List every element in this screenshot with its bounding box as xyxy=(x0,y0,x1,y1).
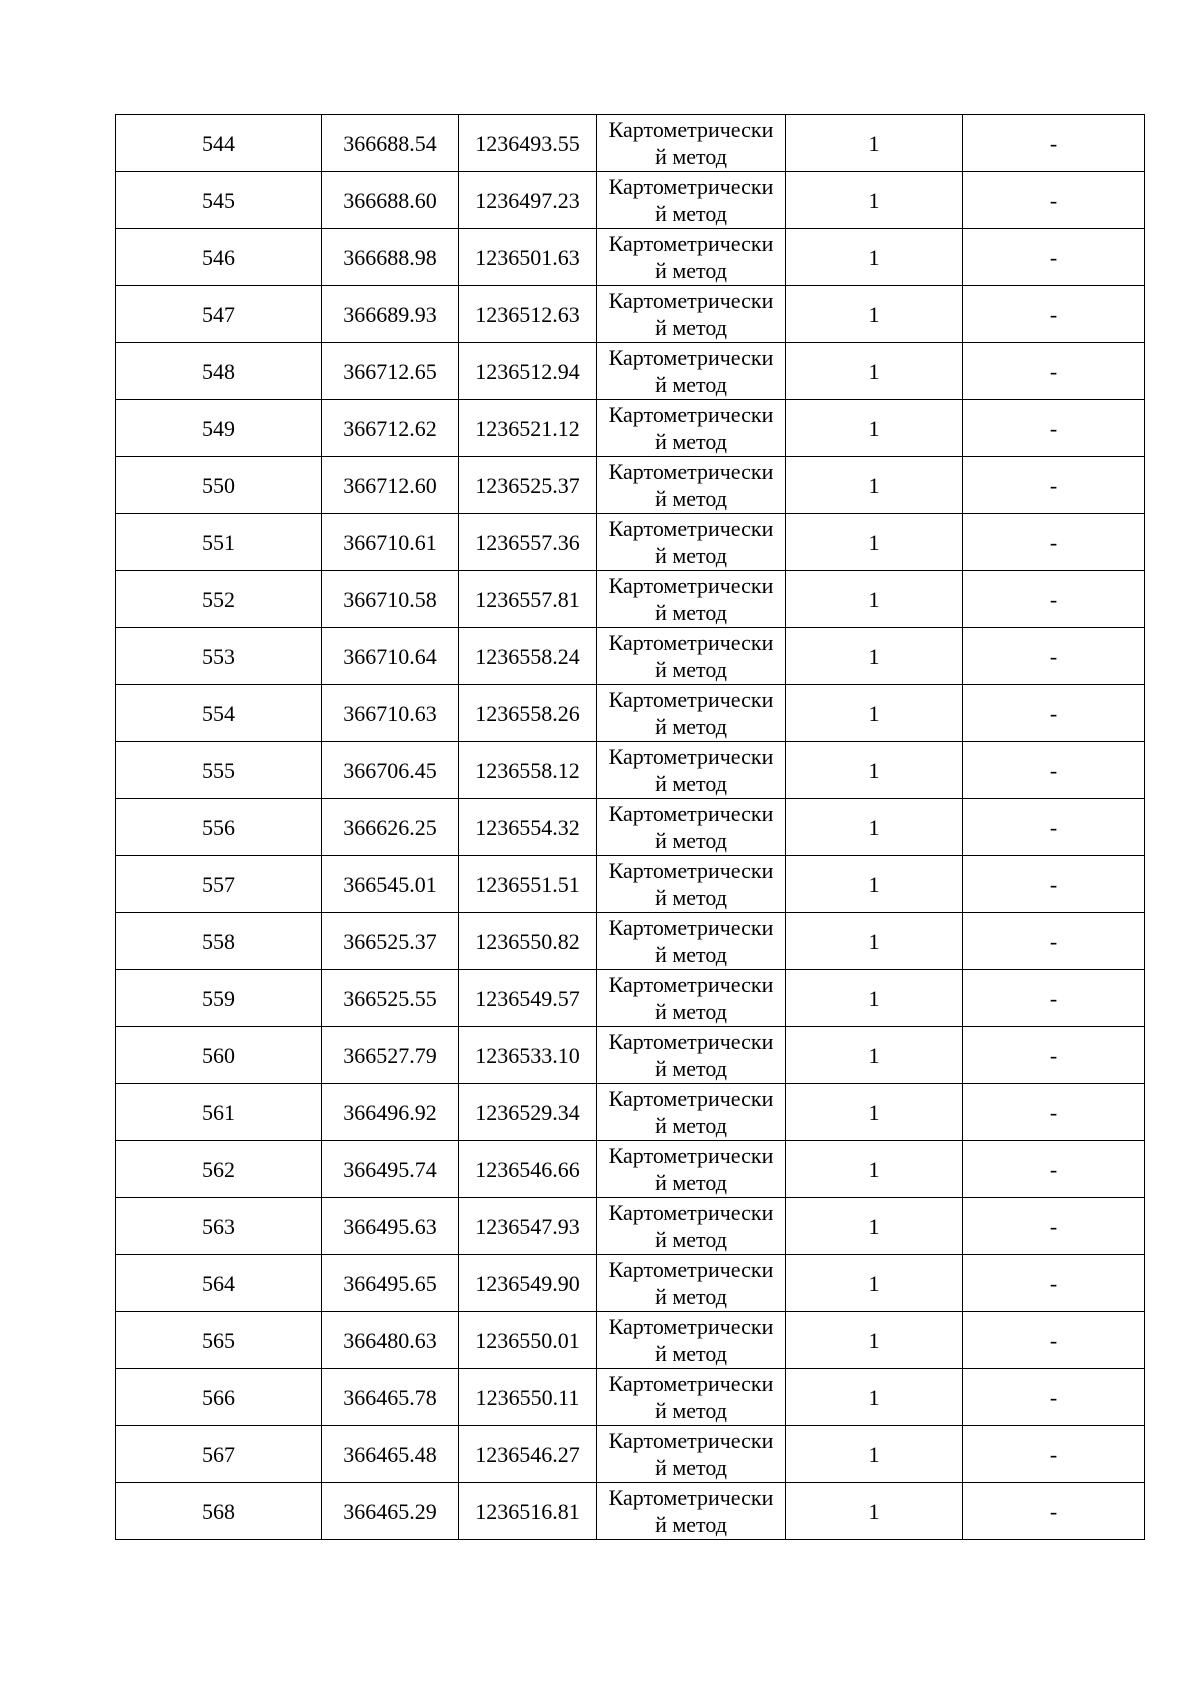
table-row xyxy=(116,1483,1145,1540)
method-cell xyxy=(597,229,786,286)
method-text-line2: й метод xyxy=(655,1170,727,1195)
y-coordinate-cell: 1236551.51 xyxy=(459,856,597,913)
method-text-line1: Картометрически xyxy=(608,174,774,199)
accuracy-cell: 1 xyxy=(786,1084,963,1141)
method-cell xyxy=(597,1141,786,1198)
note-cell: - xyxy=(963,343,1145,400)
y-coordinate-cell: 1236516.81 xyxy=(459,1483,597,1540)
y-coordinate-cell: 1236547.93 xyxy=(459,1198,597,1255)
point-number-cell: 561 xyxy=(116,1084,322,1141)
y-coordinate-cell: 1236525.37 xyxy=(459,457,597,514)
method-text-line2: й метод xyxy=(655,1113,727,1138)
note-cell: - xyxy=(963,742,1145,799)
accuracy-cell: 1 xyxy=(786,1483,963,1540)
method-cell xyxy=(597,343,786,400)
y-coordinate-cell: 1236558.12 xyxy=(459,742,597,799)
note-cell: - xyxy=(963,1027,1145,1084)
method-text-line2: й метод xyxy=(655,942,727,967)
point-number-cell: 545 xyxy=(116,172,322,229)
y-coordinate-cell: 1236549.90 xyxy=(459,1255,597,1312)
accuracy-cell: 1 xyxy=(786,514,963,571)
method-text-line1: Картометрически xyxy=(608,972,774,997)
x-coordinate-cell: 366712.65 xyxy=(322,343,459,400)
method-text-line1: Картометрически xyxy=(608,573,774,598)
point-number-cell: 554 xyxy=(116,685,322,742)
x-coordinate-cell: 366496.92 xyxy=(322,1084,459,1141)
note-cell: - xyxy=(963,286,1145,343)
accuracy-cell: 1 xyxy=(786,229,963,286)
method-cell xyxy=(597,400,786,457)
accuracy-cell: 1 xyxy=(786,1198,963,1255)
method-text-line1: Картометрически xyxy=(608,744,774,769)
note-cell: - xyxy=(963,400,1145,457)
accuracy-cell: 1 xyxy=(786,1255,963,1312)
method-text-line1: Картометрически xyxy=(608,1314,774,1339)
method-text-line1: Картометрически xyxy=(608,630,774,655)
x-coordinate-cell: 366525.55 xyxy=(322,970,459,1027)
method-text-line1: Картометрически xyxy=(608,801,774,826)
method-cell xyxy=(597,1369,786,1426)
note-cell: - xyxy=(963,457,1145,514)
method-text-line1: Картометрически xyxy=(608,1257,774,1282)
method-cell xyxy=(597,457,786,514)
method-text-line1: Картометрически xyxy=(608,915,774,940)
accuracy-cell: 1 xyxy=(786,742,963,799)
point-number-cell: 547 xyxy=(116,286,322,343)
method-text-line1: Картометрически xyxy=(608,1200,774,1225)
table-row xyxy=(116,970,1145,1027)
point-number-cell: 551 xyxy=(116,514,322,571)
method-cell xyxy=(597,1198,786,1255)
method-text-line2: й метод xyxy=(655,600,727,625)
method-text-line2: й метод xyxy=(655,258,727,283)
method-text-line1: Картометрически xyxy=(608,288,774,313)
method-text-line1: Картометрически xyxy=(608,459,774,484)
table-row xyxy=(116,742,1145,799)
method-cell xyxy=(597,1483,786,1540)
note-cell: - xyxy=(963,514,1145,571)
point-number-cell: 555 xyxy=(116,742,322,799)
y-coordinate-cell: 1236533.10 xyxy=(459,1027,597,1084)
method-cell xyxy=(597,799,786,856)
note-cell: - xyxy=(963,229,1145,286)
point-number-cell: 549 xyxy=(116,400,322,457)
y-coordinate-cell: 1236529.34 xyxy=(459,1084,597,1141)
table-row xyxy=(116,115,1145,172)
table-row xyxy=(116,571,1145,628)
y-coordinate-cell: 1236501.63 xyxy=(459,229,597,286)
x-coordinate-cell: 366688.60 xyxy=(322,172,459,229)
note-cell: - xyxy=(963,115,1145,172)
accuracy-cell: 1 xyxy=(786,628,963,685)
note-cell: - xyxy=(963,172,1145,229)
method-cell xyxy=(597,1084,786,1141)
accuracy-cell: 1 xyxy=(786,172,963,229)
table-row xyxy=(116,1027,1145,1084)
point-number-cell: 566 xyxy=(116,1369,322,1426)
x-coordinate-cell: 366688.98 xyxy=(322,229,459,286)
x-coordinate-cell: 366710.63 xyxy=(322,685,459,742)
x-coordinate-cell: 366465.29 xyxy=(322,1483,459,1540)
method-text-line1: Картометрически xyxy=(608,1371,774,1396)
note-cell: - xyxy=(963,1084,1145,1141)
method-cell xyxy=(597,1312,786,1369)
method-text-line2: й метод xyxy=(655,201,727,226)
y-coordinate-cell: 1236546.66 xyxy=(459,1141,597,1198)
y-coordinate-cell: 1236546.27 xyxy=(459,1426,597,1483)
accuracy-cell: 1 xyxy=(786,1426,963,1483)
x-coordinate-cell: 366525.37 xyxy=(322,913,459,970)
method-text-line1: Картометрически xyxy=(608,231,774,256)
method-cell xyxy=(597,286,786,343)
accuracy-cell: 1 xyxy=(786,856,963,913)
point-number-cell: 559 xyxy=(116,970,322,1027)
table-row xyxy=(116,172,1145,229)
y-coordinate-cell: 1236550.01 xyxy=(459,1312,597,1369)
y-coordinate-cell: 1236497.23 xyxy=(459,172,597,229)
note-cell: - xyxy=(963,856,1145,913)
table-row xyxy=(116,286,1145,343)
x-coordinate-cell: 366688.54 xyxy=(322,115,459,172)
note-cell: - xyxy=(963,685,1145,742)
table-row xyxy=(116,1255,1145,1312)
y-coordinate-cell: 1236512.94 xyxy=(459,343,597,400)
x-coordinate-cell: 366706.45 xyxy=(322,742,459,799)
method-text-line1: Картометрически xyxy=(608,117,774,142)
x-coordinate-cell: 366712.60 xyxy=(322,457,459,514)
method-text-line1: Картометрически xyxy=(608,1029,774,1054)
coordinates-table xyxy=(115,114,1145,1540)
method-text-line2: й метод xyxy=(655,657,727,682)
note-cell: - xyxy=(963,1369,1145,1426)
note-cell: - xyxy=(963,913,1145,970)
table-row xyxy=(116,514,1145,571)
method-cell xyxy=(597,172,786,229)
method-cell xyxy=(597,742,786,799)
method-cell xyxy=(597,1255,786,1312)
table-row xyxy=(116,1084,1145,1141)
point-number-cell: 564 xyxy=(116,1255,322,1312)
point-number-cell: 565 xyxy=(116,1312,322,1369)
point-number-cell: 544 xyxy=(116,115,322,172)
method-text-line2: й метод xyxy=(655,714,727,739)
accuracy-cell: 1 xyxy=(786,1312,963,1369)
method-text-line2: й метод xyxy=(655,1227,727,1252)
y-coordinate-cell: 1236558.26 xyxy=(459,685,597,742)
method-cell xyxy=(597,970,786,1027)
x-coordinate-cell: 366495.63 xyxy=(322,1198,459,1255)
table-row xyxy=(116,799,1145,856)
method-text-line1: Картометрически xyxy=(608,687,774,712)
accuracy-cell: 1 xyxy=(786,571,963,628)
note-cell: - xyxy=(963,799,1145,856)
method-text-line2: й метод xyxy=(655,1455,727,1480)
note-cell: - xyxy=(963,1198,1145,1255)
method-text-line1: Картометрически xyxy=(608,345,774,370)
table-row xyxy=(116,685,1145,742)
table-row xyxy=(116,856,1145,913)
table-row xyxy=(116,343,1145,400)
method-text-line1: Картометрически xyxy=(608,1086,774,1111)
method-text-line1: Картометрически xyxy=(608,1143,774,1168)
method-cell xyxy=(597,628,786,685)
table-row xyxy=(116,229,1145,286)
note-cell: - xyxy=(963,1312,1145,1369)
method-text-line2: й метод xyxy=(655,885,727,910)
accuracy-cell: 1 xyxy=(786,1141,963,1198)
x-coordinate-cell: 366710.58 xyxy=(322,571,459,628)
note-cell: - xyxy=(963,1483,1145,1540)
method-cell xyxy=(597,913,786,970)
x-coordinate-cell: 366545.01 xyxy=(322,856,459,913)
y-coordinate-cell: 1236549.57 xyxy=(459,970,597,1027)
method-cell xyxy=(597,514,786,571)
table-row xyxy=(116,1426,1145,1483)
method-cell xyxy=(597,115,786,172)
y-coordinate-cell: 1236550.82 xyxy=(459,913,597,970)
method-cell xyxy=(597,1027,786,1084)
accuracy-cell: 1 xyxy=(786,913,963,970)
method-cell xyxy=(597,571,786,628)
accuracy-cell: 1 xyxy=(786,286,963,343)
y-coordinate-cell: 1236521.12 xyxy=(459,400,597,457)
note-cell: - xyxy=(963,571,1145,628)
method-text-line1: Картометрически xyxy=(608,858,774,883)
method-text-line2: й метод xyxy=(655,543,727,568)
note-cell: - xyxy=(963,1426,1145,1483)
accuracy-cell: 1 xyxy=(786,799,963,856)
x-coordinate-cell: 366710.61 xyxy=(322,514,459,571)
method-text-line2: й метод xyxy=(655,1398,727,1423)
note-cell: - xyxy=(963,970,1145,1027)
y-coordinate-cell: 1236493.55 xyxy=(459,115,597,172)
y-coordinate-cell: 1236557.81 xyxy=(459,571,597,628)
point-number-cell: 567 xyxy=(116,1426,322,1483)
table-row xyxy=(116,1312,1145,1369)
point-number-cell: 552 xyxy=(116,571,322,628)
y-coordinate-cell: 1236512.63 xyxy=(459,286,597,343)
method-cell xyxy=(597,1426,786,1483)
x-coordinate-cell: 366527.79 xyxy=(322,1027,459,1084)
method-text-line1: Картометрически xyxy=(608,402,774,427)
x-coordinate-cell: 366495.65 xyxy=(322,1255,459,1312)
x-coordinate-cell: 366712.62 xyxy=(322,400,459,457)
table-row xyxy=(116,400,1145,457)
table-row xyxy=(116,913,1145,970)
method-text-line2: й метод xyxy=(655,372,727,397)
table-row xyxy=(116,457,1145,514)
x-coordinate-cell: 366495.74 xyxy=(322,1141,459,1198)
point-number-cell: 548 xyxy=(116,343,322,400)
coordinates-table-body xyxy=(116,115,1145,1540)
x-coordinate-cell: 366465.48 xyxy=(322,1426,459,1483)
point-number-cell: 560 xyxy=(116,1027,322,1084)
point-number-cell: 557 xyxy=(116,856,322,913)
method-text-line2: й метод xyxy=(655,1056,727,1081)
point-number-cell: 550 xyxy=(116,457,322,514)
table-row xyxy=(116,1141,1145,1198)
x-coordinate-cell: 366626.25 xyxy=(322,799,459,856)
table-row xyxy=(116,1369,1145,1426)
note-cell: - xyxy=(963,1255,1145,1312)
method-text-line2: й метод xyxy=(655,1284,727,1309)
method-text-line2: й метод xyxy=(655,828,727,853)
x-coordinate-cell: 366480.63 xyxy=(322,1312,459,1369)
table-row xyxy=(116,1198,1145,1255)
point-number-cell: 558 xyxy=(116,913,322,970)
method-cell xyxy=(597,856,786,913)
x-coordinate-cell: 366710.64 xyxy=(322,628,459,685)
point-number-cell: 568 xyxy=(116,1483,322,1540)
point-number-cell: 562 xyxy=(116,1141,322,1198)
accuracy-cell: 1 xyxy=(786,400,963,457)
method-text-line2: й метод xyxy=(655,1341,727,1366)
accuracy-cell: 1 xyxy=(786,343,963,400)
point-number-cell: 556 xyxy=(116,799,322,856)
method-text-line1: Картометрически xyxy=(608,516,774,541)
accuracy-cell: 1 xyxy=(786,457,963,514)
note-cell: - xyxy=(963,628,1145,685)
note-cell: - xyxy=(963,1141,1145,1198)
x-coordinate-cell: 366465.78 xyxy=(322,1369,459,1426)
point-number-cell: 553 xyxy=(116,628,322,685)
x-coordinate-cell: 366689.93 xyxy=(322,286,459,343)
y-coordinate-cell: 1236557.36 xyxy=(459,514,597,571)
method-text-line2: й метод xyxy=(655,315,727,340)
method-text-line2: й метод xyxy=(655,999,727,1024)
method-cell xyxy=(597,685,786,742)
method-text-line2: й метод xyxy=(655,144,727,169)
y-coordinate-cell: 1236550.11 xyxy=(459,1369,597,1426)
accuracy-cell: 1 xyxy=(786,1369,963,1426)
accuracy-cell: 1 xyxy=(786,970,963,1027)
accuracy-cell: 1 xyxy=(786,1027,963,1084)
method-text-line2: й метод xyxy=(655,486,727,511)
point-number-cell: 546 xyxy=(116,229,322,286)
accuracy-cell: 1 xyxy=(786,115,963,172)
y-coordinate-cell: 1236554.32 xyxy=(459,799,597,856)
method-text-line2: й метод xyxy=(655,1512,727,1537)
accuracy-cell: 1 xyxy=(786,685,963,742)
method-text-line2: й метод xyxy=(655,771,727,796)
point-number-cell: 563 xyxy=(116,1198,322,1255)
y-coordinate-cell: 1236558.24 xyxy=(459,628,597,685)
method-text-line1: Картометрически xyxy=(608,1428,774,1453)
method-text-line1: Картометрически xyxy=(608,1485,774,1510)
table-row xyxy=(116,628,1145,685)
method-text-line2: й метод xyxy=(655,429,727,454)
